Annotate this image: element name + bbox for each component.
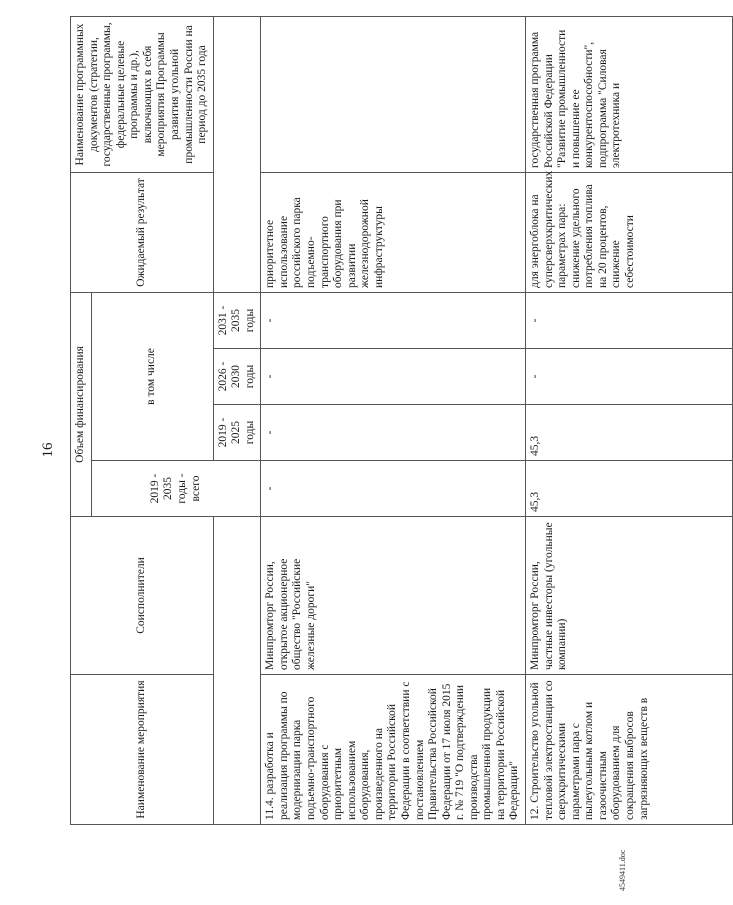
period-2019-2025-cell: - <box>261 405 526 461</box>
header-expected-result: Ожидаемый результат <box>71 172 214 292</box>
header-program-docs: Наименование программных документов (стратегии, государственные программы, федеральные целевые программы и др.), включающих в себя мероприятия Программы развития угольной промышленности России на период до 2035 года <box>71 16 214 172</box>
footer-filename: 4549411.doc <box>618 849 627 891</box>
header-funding-volume: Объем финансирования <box>71 292 92 516</box>
result-cell: для энергоблока на суперсверхкритических параметрах пара: снижение удельного потребления топлива на 20 процентов, снижение себестоимости <box>526 172 733 292</box>
table-row <box>526 16 733 824</box>
header-event-name: Наименование мероприятия <box>71 675 214 825</box>
period-2026-2030-cell: - <box>261 349 526 405</box>
header-period-2031-2035: 2031 - 2035 годы <box>213 292 261 348</box>
coexecutors-cell: Минпромторг России, частные инвесторы (угольные компании) <box>526 517 733 675</box>
period-2019-2025-cell: 45,3 <box>526 405 733 461</box>
program-cell: государственная программа Российской Федерации "Развитие промышленности и повышение ее конкурентоспособности", подпрограмма "Силовая электротехника и <box>526 16 733 172</box>
header-total: 2019 - 2035 годы - всего <box>91 461 261 517</box>
coexecutors-cell: Минпромторг России, открытое акционерное общество "Российские железные дороги" <box>261 517 526 675</box>
program-events-table <box>70 16 733 825</box>
header-including: в том числе <box>91 292 213 460</box>
table-row <box>261 16 526 824</box>
program-cell <box>261 16 526 172</box>
total-cell: - <box>261 461 526 517</box>
period-2031-2035-cell: - <box>526 292 733 348</box>
total-cell: 45,3 <box>526 461 733 517</box>
event-cell: 12. Строительство угольной тепловой электростанции со сверхкритическими параметрами пара с пылеугольным котлом и газоочистным оборудованием для сокращения выбросов загрязняющих веществ в <box>526 675 733 825</box>
header-period-2026-2030: 2026 - 2030 годы <box>213 349 261 405</box>
event-cell: 11.4. разработка и реализация программы по модернизации парка подъемно-транспортного оборудования с приоритетным использованием оборудования, произведенного на территории Российской Федерации в соответствии с постановлением Правительства Российской Федерации от 17 июля 2015 г. № 719 "О подтверждении производства промышленной продукции на территории Российской Федерации" <box>261 675 526 825</box>
page-number: 16 <box>40 442 56 458</box>
result-cell: приоритетное использование российского парка подъемно-транспортного оборудования при развитии железнодорожной инфраструктуры <box>261 172 526 292</box>
period-2031-2035-cell: - <box>261 292 526 348</box>
period-2026-2030-cell: - <box>526 349 733 405</box>
header-period-2019-2025: 2019 - 2025 годы <box>213 405 261 461</box>
header-coexecutors: Соисполнители <box>71 517 214 675</box>
